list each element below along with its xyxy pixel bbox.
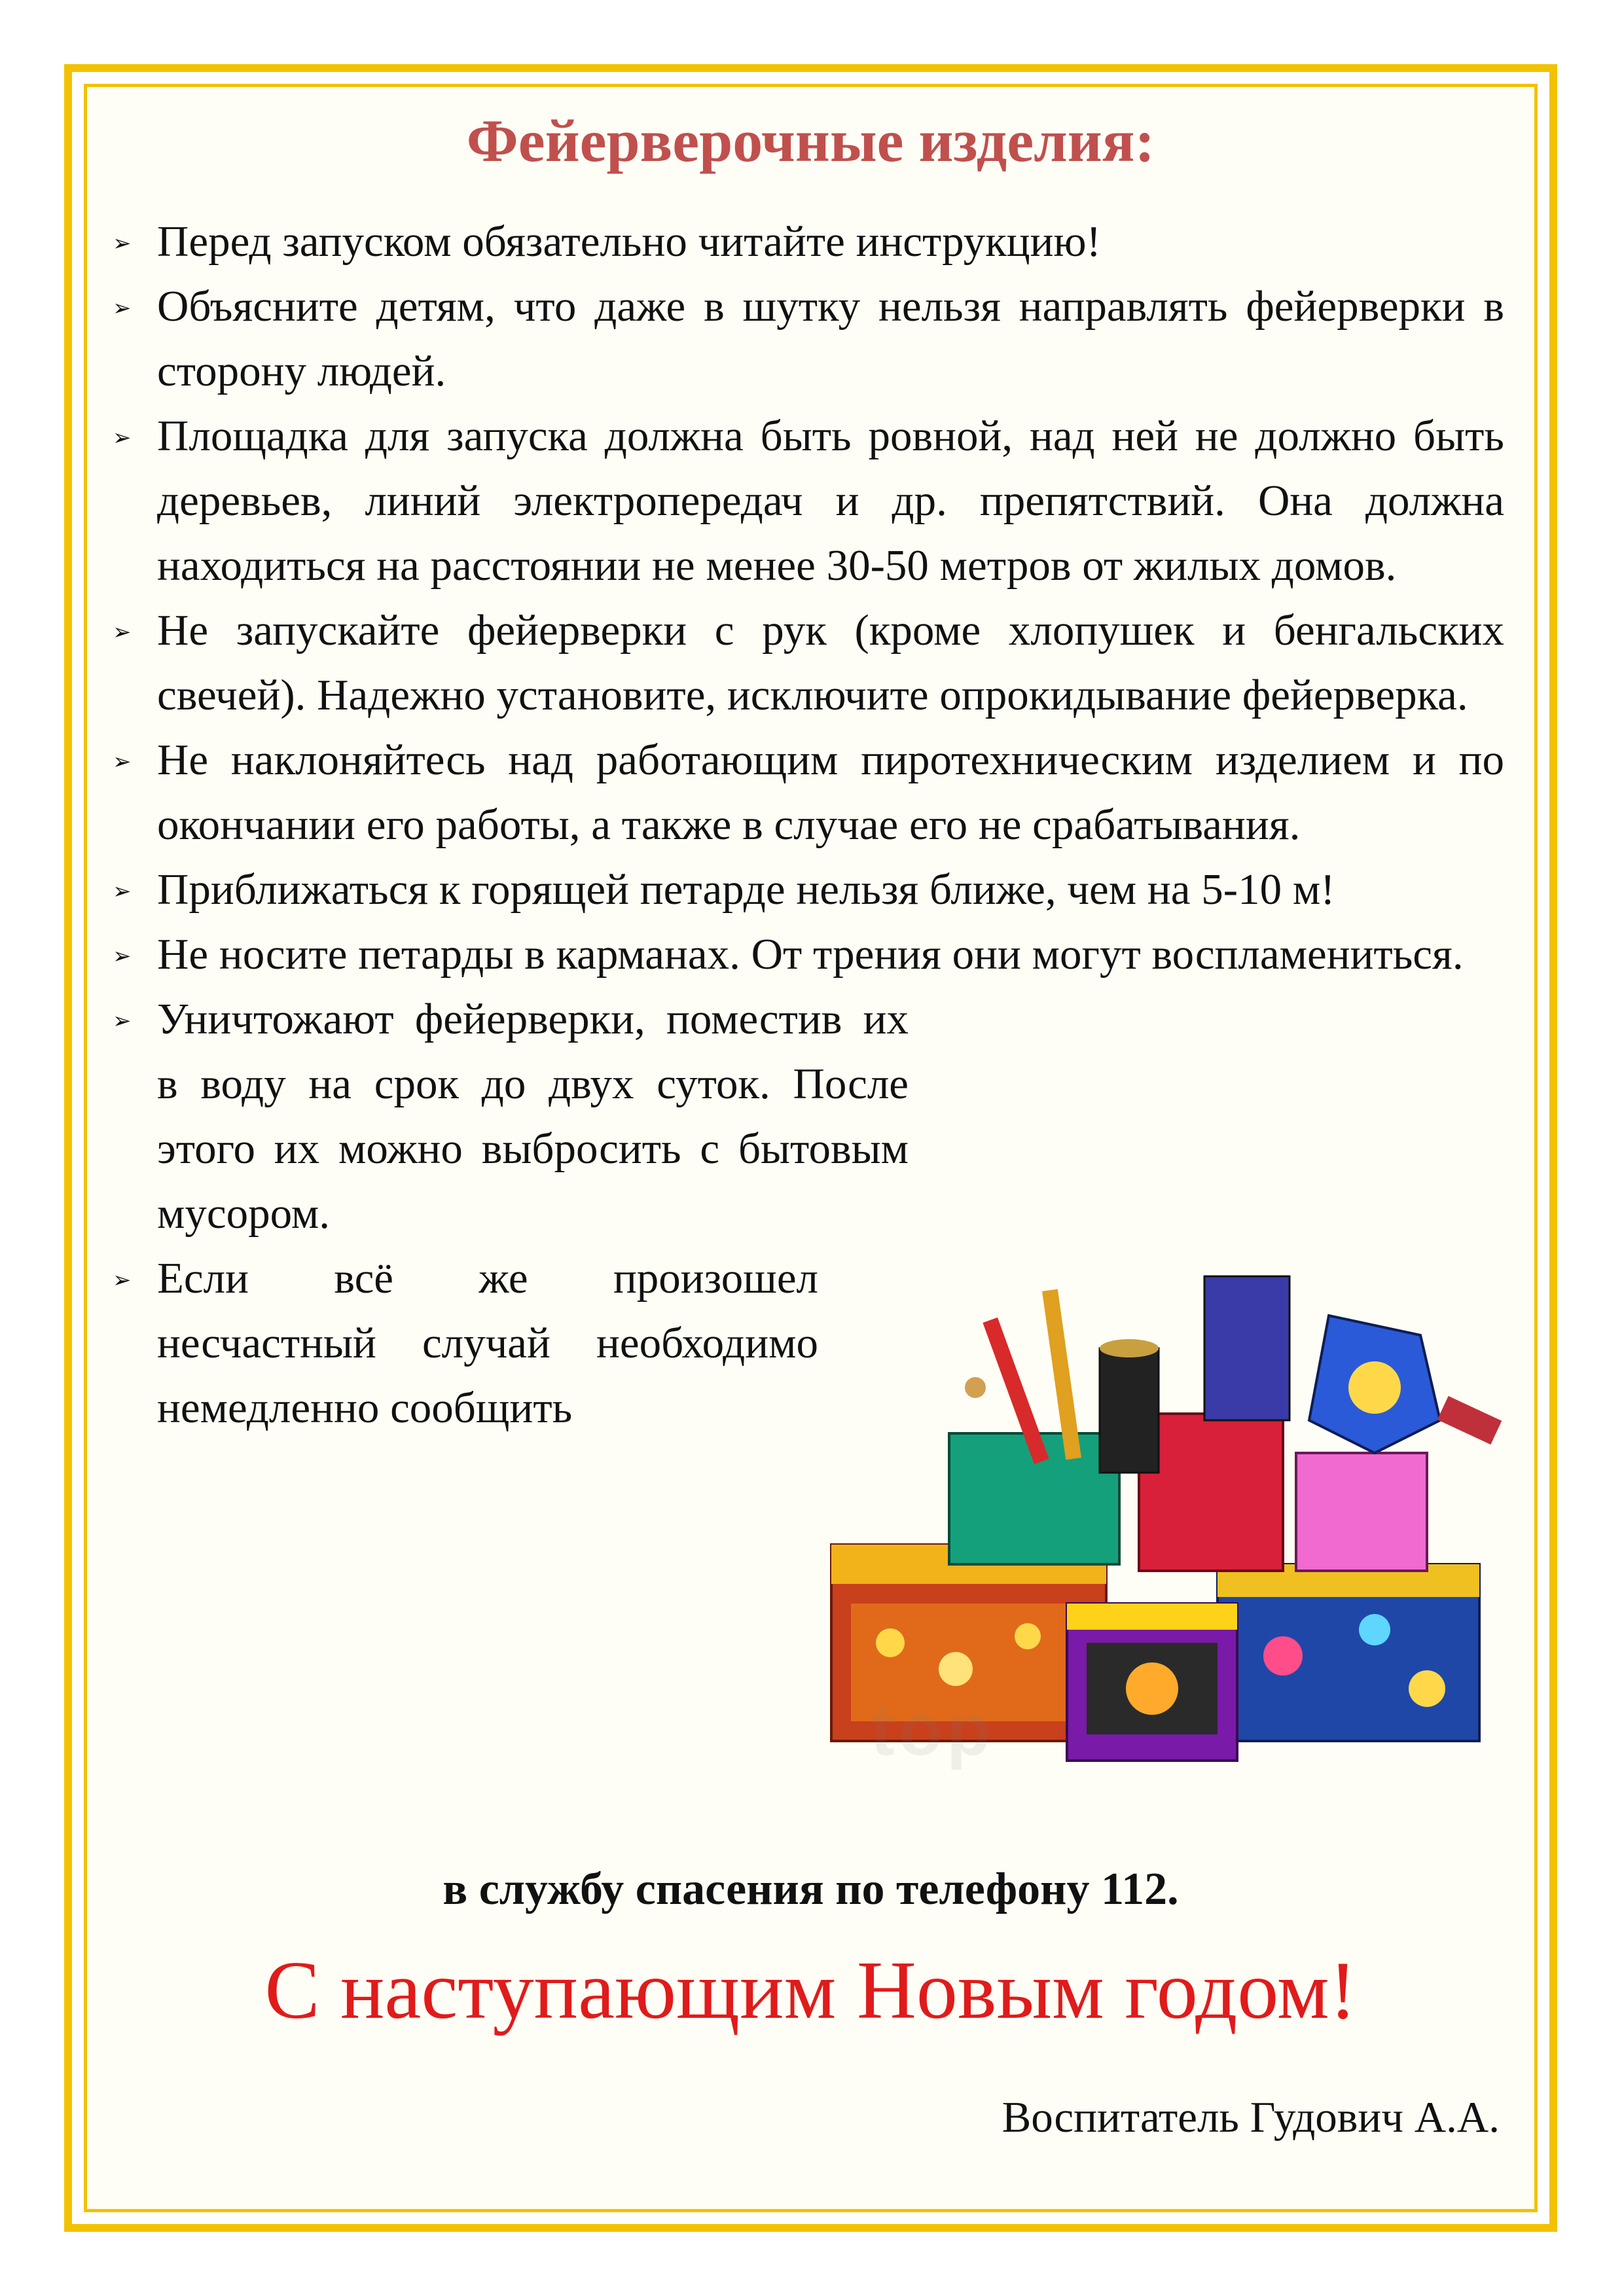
fireworks-box-base-right (1218, 1564, 1479, 1741)
list-item-text: Приближаться к горящей петарде нельзя ближе, чем на 5-10 м! (157, 865, 1335, 914)
list-item (110, 209, 1504, 274)
list-item-text: Не запускайте фейерверки с рук (кроме хлопушек и бенгальских свечей). Надежно установите, исключите опрокидывание фейерверка. (157, 606, 1504, 719)
list-item (110, 404, 1504, 598)
arrowhead-bullet-icon: ➢ (113, 619, 132, 645)
fireworks-box-upper (949, 1316, 1440, 1571)
list-item-text: Если всё же произошел несчастный случай необходимо немедленно сообщить (157, 1254, 818, 1432)
list-item (110, 922, 1504, 987)
list-item-text: Не носите петарды в карманах. От трения они могут воспламениться. (157, 930, 1464, 978)
list-item-text: Перед запуском обязательно читайте инструкцию! (157, 217, 1101, 266)
list-item-text: Не наклоняйтесь над работающим пиротехническим изделием и по окончании его работы, а также в случае его не срабатывания. (157, 736, 1504, 849)
list-item (110, 857, 1504, 922)
list-item-text: Площадка для запуска должна быть ровной, над ней не должно быть деревьев, линий электропередач и др. препятствий. Она должна находиться на расстоянии не менее 30-50 метров от жилых домов. (157, 412, 1504, 590)
arrowhead-bullet-icon: ➢ (113, 1267, 132, 1293)
list-item (110, 987, 1504, 1246)
list-item (110, 274, 1504, 404)
arrowhead-bullet-icon: ➢ (113, 1008, 132, 1034)
page-title: Фейерверочные изделия: (466, 107, 1155, 174)
arrowhead-bullet-icon: ➢ (113, 230, 132, 257)
list-item (110, 728, 1504, 857)
new-year-greeting: С наступающим Новым годом! (264, 1945, 1357, 2036)
signature: Воспитатель Гудович А.А. (1001, 2093, 1500, 2142)
arrowhead-bullet-icon: ➢ (113, 425, 132, 451)
arrowhead-bullet-icon: ➢ (113, 943, 132, 969)
arrowhead-bullet-icon: ➢ (113, 749, 132, 775)
watermark: top (871, 1690, 995, 1770)
list-item (110, 598, 1504, 728)
list-item-text: Объясните детям, что даже в шутку нельзя направлять фейерверки в сторону людей. (157, 282, 1504, 395)
list-item-text: Уничтожают фейерверки, поместив их в воду на срок до двух суток. После этого их можно выбросить с бытовым мусором. (157, 995, 909, 1238)
emergency-phone-line: в службу спасения по телефону 112. (442, 1864, 1179, 1914)
arrowhead-bullet-icon: ➢ (113, 295, 132, 321)
fireworks-box-middle (1067, 1604, 1237, 1761)
arrowhead-bullet-icon: ➢ (113, 878, 132, 905)
